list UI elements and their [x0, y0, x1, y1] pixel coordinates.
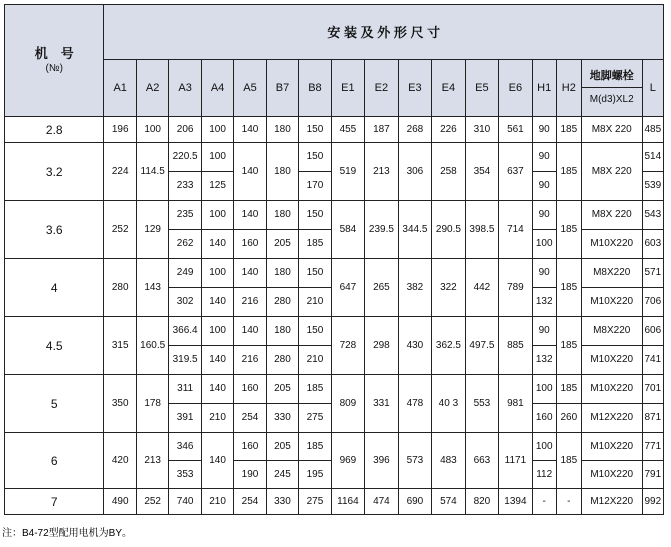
- table-cell: 140: [201, 230, 233, 259]
- table-cell: 298: [365, 317, 399, 375]
- table-cell: 331: [365, 375, 399, 433]
- table-cell: 254: [234, 404, 266, 433]
- table-cell: 239.5: [365, 201, 399, 259]
- table-cell: M12X220: [581, 404, 642, 433]
- table-row: [5, 317, 664, 346]
- machine-number-cell: 3.6: [5, 201, 104, 259]
- table-cell: 132: [532, 346, 556, 375]
- table-row: [5, 117, 664, 143]
- table-cell: 160: [234, 230, 266, 259]
- table-cell: 160.5: [136, 317, 168, 375]
- table-cell: 160: [532, 404, 556, 433]
- table-cell: 132: [532, 288, 556, 317]
- table-cell: 160: [234, 375, 266, 404]
- table-cell: 1171: [499, 433, 533, 489]
- table-cell: 391: [169, 404, 201, 433]
- table-cell: 185: [556, 259, 581, 317]
- table-cell: 789: [499, 259, 533, 317]
- table-cell: 140: [234, 317, 266, 346]
- table-cell: 252: [136, 489, 168, 515]
- table-cell: M10X220: [581, 230, 642, 259]
- col-header-h1: H1: [532, 60, 556, 117]
- table-cell: 268: [398, 117, 432, 143]
- table-cell: 455: [331, 117, 365, 143]
- table-cell: 992: [642, 489, 663, 515]
- table-cell: 90: [532, 172, 556, 201]
- footnote: 注：B4-72型配用电机为BY。: [2, 528, 133, 539]
- table-cell: 180: [266, 259, 298, 288]
- table-cell: 603: [642, 230, 663, 259]
- table-cell: 245: [266, 461, 298, 489]
- table-cell: 497.5: [465, 317, 499, 375]
- table-cell: 442: [465, 259, 499, 317]
- table-cell: 302: [169, 288, 201, 317]
- col-header-e1: E1: [331, 60, 365, 117]
- col-header-a1: A1: [104, 60, 136, 117]
- table-cell: 969: [331, 433, 365, 489]
- table-cell: 280: [266, 288, 298, 317]
- col-header-l: L: [642, 60, 663, 117]
- table-row: [5, 433, 664, 461]
- table-cell: 311: [169, 375, 201, 404]
- table-cell: 571: [642, 259, 663, 288]
- table-cell: 185: [556, 143, 581, 201]
- table-cell: 249: [169, 259, 201, 288]
- table-cell: 306: [398, 143, 432, 201]
- table-cell: 637: [499, 143, 533, 201]
- table-cell: 553: [465, 375, 499, 433]
- table-cell: 100: [201, 201, 233, 230]
- table-cell: 690: [398, 489, 432, 515]
- table-cell: 539: [642, 172, 663, 201]
- table-cell: 112: [532, 461, 556, 489]
- table-row: [5, 259, 664, 288]
- table-cell: 871: [642, 404, 663, 433]
- table-cell: 543: [642, 201, 663, 230]
- machine-number-cell: 2.8: [5, 117, 104, 143]
- table-cell: 150: [299, 259, 331, 288]
- table-cell: 90: [532, 317, 556, 346]
- machine-number-cell: 7: [5, 489, 104, 515]
- table-cell: 258: [432, 143, 466, 201]
- table-cell: 573: [398, 433, 432, 489]
- table-cell: 280: [104, 259, 136, 317]
- table-cell: 262: [169, 230, 201, 259]
- table-cell: 140: [234, 143, 266, 201]
- table-cell: 180: [266, 317, 298, 346]
- table-row: [5, 201, 664, 230]
- machine-number-sub: (№): [45, 63, 63, 74]
- table-cell: -: [556, 489, 581, 515]
- col-header-a5: A5: [234, 60, 266, 117]
- table-cell: 330: [266, 404, 298, 433]
- table-cell: 178: [136, 375, 168, 433]
- col-header-e4: E4: [432, 60, 466, 117]
- machine-number-header: [5, 5, 104, 117]
- machine-number-label: 机 号: [34, 46, 74, 61]
- table-cell: 210: [299, 288, 331, 317]
- table-cell: 185: [556, 317, 581, 375]
- table-cell: 319.5: [169, 346, 201, 375]
- table-cell: 290.5: [432, 201, 466, 259]
- table-cell: 40 3: [432, 375, 466, 433]
- table-cell: 90: [532, 259, 556, 288]
- table-cell: 322: [432, 259, 466, 317]
- table-cell: 185: [299, 375, 331, 404]
- table-cell: 382: [398, 259, 432, 317]
- table-row: [5, 375, 664, 404]
- table-cell: 226: [432, 117, 466, 143]
- table-cell: 170: [299, 172, 331, 201]
- table-cell: M10X220: [581, 375, 642, 404]
- table-cell: 216: [234, 288, 266, 317]
- machine-number-cell: 6: [5, 433, 104, 489]
- table-cell: 233: [169, 172, 201, 201]
- table-cell: 791: [642, 461, 663, 489]
- table-cell: 315: [104, 317, 136, 375]
- machine-number-cell: 3.2: [5, 143, 104, 201]
- table-cell: 885: [499, 317, 533, 375]
- col-header-a4: A4: [201, 60, 233, 117]
- table-cell: 420: [104, 433, 136, 489]
- table-cell: 210: [299, 346, 331, 375]
- dimension-table: [4, 4, 664, 515]
- table-cell: 140: [201, 288, 233, 317]
- table-cell: 706: [642, 288, 663, 317]
- table-cell: 100: [532, 230, 556, 259]
- table-cell: 205: [266, 230, 298, 259]
- bolt-header-label: 地脚螺栓: [582, 65, 642, 88]
- table-cell: 150: [299, 317, 331, 346]
- col-header-a3: A3: [169, 60, 201, 117]
- table-cell: 574: [432, 489, 466, 515]
- table-cell: 350: [104, 375, 136, 433]
- table-cell: 140: [234, 259, 266, 288]
- table-cell: 647: [331, 259, 365, 317]
- table-cell: 100: [532, 433, 556, 461]
- table-cell: 196: [104, 117, 136, 143]
- table-cell: 213: [365, 143, 399, 201]
- col-header-b8: B8: [299, 60, 331, 117]
- table-cell: 140: [201, 346, 233, 375]
- table-cell: 195: [299, 461, 331, 489]
- table-cell: 354: [465, 143, 499, 201]
- table-cell: 483: [432, 433, 466, 489]
- table-cell: 150: [299, 143, 331, 172]
- table-cell: 353: [169, 461, 201, 489]
- table-cell: 714: [499, 201, 533, 259]
- table-cell: 265: [365, 259, 399, 317]
- table-cell: 185: [556, 375, 581, 404]
- table-cell: 213: [136, 433, 168, 489]
- table-cell: 100: [201, 143, 233, 172]
- table-cell: -: [532, 489, 556, 515]
- table-cell: 140: [234, 201, 266, 230]
- table-cell: 140: [201, 375, 233, 404]
- table-cell: 129: [136, 201, 168, 259]
- table-cell: 90: [532, 201, 556, 230]
- table-cell: 100: [201, 259, 233, 288]
- table-cell: 478: [398, 375, 432, 433]
- table-cell: 100: [532, 375, 556, 404]
- table-cell: 474: [365, 489, 399, 515]
- table-cell: 90: [532, 143, 556, 172]
- table-cell: 254: [234, 489, 266, 515]
- col-header-bolt: [581, 60, 642, 117]
- table-cell: M8X 220: [581, 143, 642, 201]
- table-cell: 235: [169, 201, 201, 230]
- table-cell: 728: [331, 317, 365, 375]
- table-cell: M12X220: [581, 489, 642, 515]
- table-cell: 180: [266, 143, 298, 201]
- table-cell: 275: [299, 489, 331, 515]
- col-header-b7: B7: [266, 60, 298, 117]
- table-cell: M8X220: [581, 317, 642, 346]
- table-cell: 490: [104, 489, 136, 515]
- table-cell: 280: [266, 346, 298, 375]
- table-cell: 100: [136, 117, 168, 143]
- table-cell: 330: [266, 489, 298, 515]
- table-cell: 100: [201, 317, 233, 346]
- table-cell: 185: [299, 433, 331, 461]
- col-header-e5: E5: [465, 60, 499, 117]
- table-cell: 366.4: [169, 317, 201, 346]
- col-header-e6: E6: [499, 60, 533, 117]
- table-cell: 180: [266, 201, 298, 230]
- machine-number-cell: 5: [5, 375, 104, 433]
- table-cell: 210: [201, 404, 233, 433]
- table-row: [5, 489, 664, 515]
- table-cell: 210: [201, 489, 233, 515]
- table-cell: 981: [499, 375, 533, 433]
- table-cell: 519: [331, 143, 365, 201]
- table-title: 安 装 及 外 形 尺 寸: [104, 5, 664, 60]
- table-cell: 185: [556, 117, 581, 143]
- table-cell: M10X220: [581, 461, 642, 489]
- table-cell: 275: [299, 404, 331, 433]
- table-cell: 224: [104, 143, 136, 201]
- table-cell: 561: [499, 117, 533, 143]
- col-header-e3: E3: [398, 60, 432, 117]
- table-cell: 150: [299, 117, 331, 143]
- table-cell: 1394: [499, 489, 533, 515]
- table-cell: M8X220: [581, 259, 642, 288]
- table-cell: 143: [136, 259, 168, 317]
- table-cell: 187: [365, 117, 399, 143]
- col-header-h2: H2: [556, 60, 581, 117]
- table-cell: 185: [556, 433, 581, 489]
- table-cell: 252: [104, 201, 136, 259]
- table-cell: 606: [642, 317, 663, 346]
- table-cell: 140: [201, 433, 233, 489]
- table-cell: 180: [266, 117, 298, 143]
- table-cell: M8X 220: [581, 117, 642, 143]
- bolt-header-sub: M(d3)XL2: [589, 94, 634, 105]
- table-cell: 398.5: [465, 201, 499, 259]
- table-cell: 216: [234, 346, 266, 375]
- col-header-e2: E2: [365, 60, 399, 117]
- table-cell: 485: [642, 117, 663, 143]
- machine-number-cell: 4.5: [5, 317, 104, 375]
- table-cell: 205: [266, 375, 298, 404]
- dimension-table-container: [4, 4, 667, 515]
- table-cell: 90: [532, 117, 556, 143]
- table-cell: 140: [234, 117, 266, 143]
- table-cell: 346: [169, 433, 201, 461]
- table-cell: 741: [642, 346, 663, 375]
- table-cell: 396: [365, 433, 399, 489]
- table-cell: 584: [331, 201, 365, 259]
- table-cell: 205: [266, 433, 298, 461]
- table-cell: 160: [234, 433, 266, 461]
- table-cell: 185: [299, 230, 331, 259]
- table-cell: 100: [201, 117, 233, 143]
- table-cell: 190: [234, 461, 266, 489]
- table-cell: M10X220: [581, 433, 642, 461]
- table-cell: 125: [201, 172, 233, 201]
- table-cell: 701: [642, 375, 663, 404]
- table-cell: 220.5: [169, 143, 201, 172]
- table-cell: 344.5: [398, 201, 432, 259]
- table-cell: M10X220: [581, 346, 642, 375]
- table-cell: 809: [331, 375, 365, 433]
- table-cell: M8X 220: [581, 201, 642, 230]
- col-header-a2: A2: [136, 60, 168, 117]
- table-cell: 185: [556, 201, 581, 259]
- table-cell: 430: [398, 317, 432, 375]
- table-cell: 740: [169, 489, 201, 515]
- table-cell: 114.5: [136, 143, 168, 201]
- table-cell: 260: [556, 404, 581, 433]
- table-cell: 150: [299, 201, 331, 230]
- table-cell: M10X220: [581, 288, 642, 317]
- table-cell: 820: [465, 489, 499, 515]
- table-cell: 1164: [331, 489, 365, 515]
- table-cell: 206: [169, 117, 201, 143]
- table-cell: 310: [465, 117, 499, 143]
- machine-number-cell: 4: [5, 259, 104, 317]
- table-row: [5, 143, 664, 172]
- table-cell: 362.5: [432, 317, 466, 375]
- table-cell: 514: [642, 143, 663, 172]
- table-cell: 663: [465, 433, 499, 489]
- table-cell: 771: [642, 433, 663, 461]
